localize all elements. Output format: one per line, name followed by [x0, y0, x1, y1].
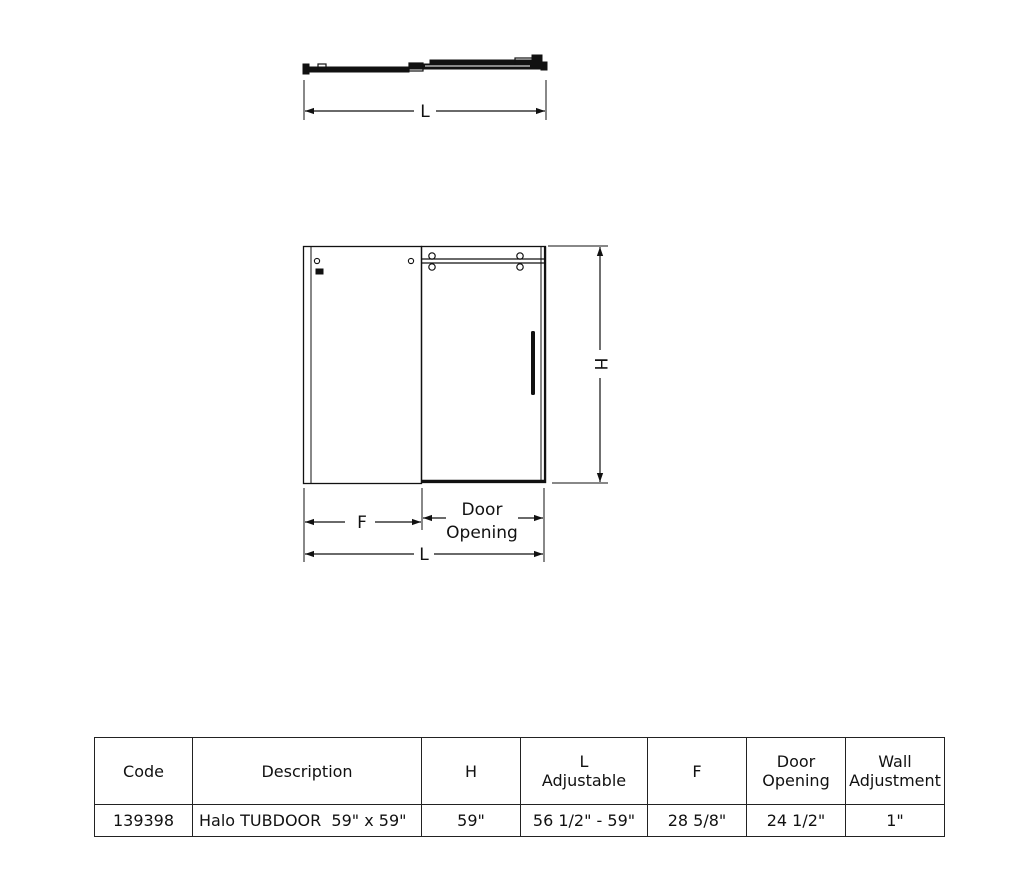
- header-door-opening: [747, 738, 846, 805]
- fixed-panel: [304, 247, 422, 484]
- roller-icon: [429, 253, 435, 259]
- door-opening-label-line2: Opening: [446, 523, 518, 543]
- header-line: Code: [123, 761, 164, 781]
- header-f: [648, 738, 747, 805]
- fixed-panel-hole-icon: [314, 258, 319, 263]
- header-code: [95, 738, 193, 805]
- cell-f: 28 5/8": [648, 805, 747, 837]
- roller-icon: [517, 253, 523, 259]
- header-line: Adjustment: [849, 771, 941, 790]
- door-handle-icon: [531, 331, 535, 395]
- height-dimension: [548, 246, 610, 483]
- roller-icon: [517, 264, 523, 270]
- fixed-panel-hole-icon: [408, 258, 413, 263]
- header-h: [422, 738, 521, 805]
- sliding-door-panel: [422, 247, 546, 483]
- cell-wall-adjustment: 1": [846, 805, 945, 837]
- top-view: [303, 55, 547, 122]
- header-wall-adjustment: [846, 738, 945, 805]
- length-label: L: [419, 545, 429, 565]
- cell-door-opening: 24 1/2": [747, 805, 846, 837]
- header-line: Description: [261, 761, 353, 781]
- fixed-label: F: [357, 513, 367, 533]
- cell-l-adjustable: 56 1/2" - 59": [521, 805, 648, 837]
- header-line: Door: [776, 752, 816, 771]
- header-line: H: [464, 761, 478, 781]
- spec-table: [94, 737, 945, 837]
- length-dimension: [305, 545, 543, 565]
- rail-profile: [303, 55, 547, 74]
- front-view: [304, 247, 547, 484]
- roller-icon: [429, 264, 435, 270]
- height-label: H: [590, 357, 610, 371]
- top-length-label: L: [420, 102, 430, 122]
- header-line: Wall: [878, 752, 912, 771]
- cell-h: 59": [422, 805, 521, 837]
- table-header-row: [95, 738, 945, 805]
- header-line: Adjustable: [541, 771, 627, 790]
- table-row: [95, 805, 945, 837]
- door-opening-label-line1: Door: [461, 500, 503, 520]
- header-line: L: [579, 752, 589, 771]
- header-description: [193, 738, 422, 805]
- header-l-adjustable: [521, 738, 648, 805]
- door-opening-dimension: [423, 500, 543, 543]
- fixed-panel-clip-icon: [316, 269, 323, 274]
- cell-description: Halo TUBDOOR 59" x 59": [193, 805, 422, 837]
- header-line: F: [692, 761, 702, 781]
- cell-code: 139398: [95, 805, 193, 837]
- header-line: Opening: [762, 771, 830, 790]
